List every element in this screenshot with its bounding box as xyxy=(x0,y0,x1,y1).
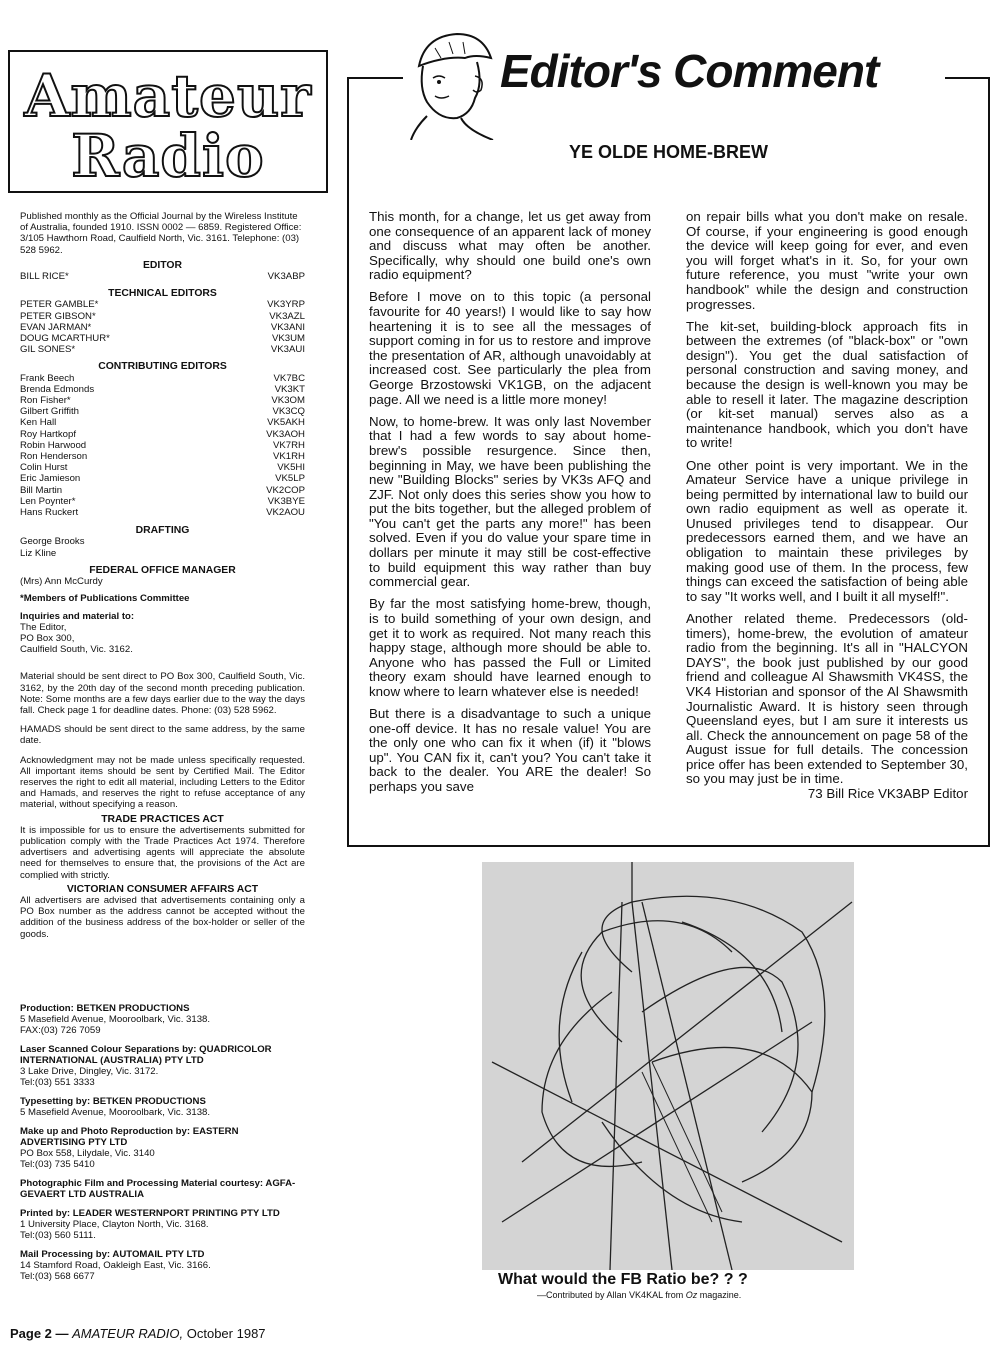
paragraph: By far the most satisfying home-brew, though, is to build something of your own design, and get it to work as required. Not many reach this happy stage, although more should be able to. Anyone who has passed the Full or Limited theory exam should have learned enough to know where to learn whatever else is needed! xyxy=(369,596,651,699)
staff-row xyxy=(20,440,305,451)
staff-name: EVAN JARMAN* xyxy=(20,321,92,333)
photo-caption: What would the FB Ratio be? ? ? xyxy=(498,1271,748,1288)
fom-heading: FEDERAL OFFICE MANAGER xyxy=(89,564,236,576)
staff-callsign: VK3AOH xyxy=(266,428,305,440)
staff-row xyxy=(20,344,305,355)
credit-source: Oz xyxy=(685,1290,698,1300)
credit-title: Typesetting by: BETKEN PRODUCTIONS xyxy=(20,1096,206,1107)
credit-line: Tel:(03) 735 5410 xyxy=(20,1159,95,1170)
credit-suffix: magazine. xyxy=(697,1290,742,1300)
paragraph: One other point is very important. We in the Amateur Service have a unique privilege in being permitted by international law to build our own radio equipment as well as operate it. Unused privileges tend to disappear. Our predecessors earned them, and we have an obligation to maintain these privileges by making good use of them. In the process, few things can exceed the satisfaction of being able to say "It works well, and I built it all myself!". xyxy=(686,457,968,604)
staff-name: Ron Fisher* xyxy=(20,395,71,407)
editor-name: BILL RICE* xyxy=(20,271,69,283)
editor-row xyxy=(20,271,305,282)
paragraph: Before I move on to this topic (a personal favourite for 40 years!) I would like to say how heartening it is to see all the messages of support coming in for us to restore and improve the presentation of AR, although unavoidably at increased cost. See particularly the plea from George Brzostowski VK1GB, on the adjacent page. All we need is a little more money! xyxy=(369,289,651,407)
staff-row xyxy=(20,373,305,384)
drafting-name: George Brooks xyxy=(20,536,85,548)
staff-callsign: VK2COP xyxy=(266,484,305,496)
paragraph: But there is a disadvantage to such a unique one-off device. It has no resale value! You are the only one who can fix it when (if) it "blows up". You CAN fix it, can't you? You can't take it back to the dealer. You ARE the dealer! So perhaps you save xyxy=(369,706,651,794)
staff-name: Bill Martin xyxy=(20,484,63,496)
staff-callsign: VK3KT xyxy=(274,383,305,395)
hamads-note: HAMADS should be sent direct to the same address, by the same date. xyxy=(20,724,305,747)
credit-line: Tel:(03) 560 5111. xyxy=(20,1230,96,1241)
production-credit xyxy=(20,1178,305,1200)
production-credit xyxy=(20,1208,305,1241)
tpa-text: It is impossible for us to ensure the advertisements submitted for publication comply with the Trade Practices Act 1974. Therefore advertisers and advertising agents will appreciate the absolute need for themselves to ensure that, the provisions of the Act are complied with strictly. xyxy=(20,824,305,881)
credit-title: Laser Scanned Colour Separations by: QUADRICOLOR INTERNATIONAL (AUSTRALIA) PTY LTD xyxy=(20,1044,272,1066)
staff-name: Colin Hurst xyxy=(20,462,68,474)
footer-magazine: AMATEUR RADIO, xyxy=(72,1326,184,1341)
production-credit xyxy=(20,1044,305,1088)
inquiries-line: Caulfield South, Vic. 3162. xyxy=(20,644,133,656)
staff-name: DOUG MCARTHUR* xyxy=(20,333,110,345)
staff-name: Frank Beech xyxy=(20,372,75,384)
paragraph: Now, to home-brew. It was only last November that I had a few words to say about home-brew's possible resurgence. Since then, beginning in May, we have been publishing the new "Building Blocks" series by VK3s AFQ and ZJF. Not only does this series show you how to put the bits together, but the alleged problem of "You can't get the parts any more!" has been solved. Even if you do value your spare time in dollars per minute it may still be cost-effective to build equipment this way rather than buy commercial gear. xyxy=(369,413,651,590)
staff-callsign: VK5HI xyxy=(277,462,305,474)
editor-heading: EDITOR xyxy=(142,259,183,271)
inquiries-heading: Inquiries and material to: xyxy=(20,610,135,622)
staff-name: Len Poynter* xyxy=(20,495,76,507)
editor-sketch-image xyxy=(405,28,497,140)
staff-row xyxy=(20,311,305,322)
credit-title: Photographic Film and Processing Material courtesy: AGFA-GEVAERT LTD AUSTRALIA xyxy=(20,1178,296,1200)
box-top-rule-left xyxy=(347,77,403,79)
staff-callsign: VK5AKH xyxy=(267,417,305,429)
staff-name: PETER GIBSON* xyxy=(20,310,96,322)
credit-title: Production: BETKEN PRODUCTIONS xyxy=(20,1003,190,1014)
masthead-logo xyxy=(8,50,328,193)
inquiries-line: The Editor, xyxy=(20,621,67,633)
staff-name: Ken Hall xyxy=(20,417,57,429)
staff-row xyxy=(20,429,305,440)
staff-callsign: VK5LP xyxy=(275,473,305,485)
publisher-intro: Published monthly as the Official Journal by the Wireless Institute of Australia, founded 1910. ISSN 0002 — 6859. Registered Office: 3/105 Hawthorn Road, Caulfield North, Vic. 3161. Telephone: (03) 528 5962. xyxy=(20,211,302,256)
staff-callsign: VK3YRP xyxy=(267,299,305,311)
contributing-heading: CONTRIBUTING EDITORS xyxy=(98,361,227,373)
credit-line: PO Box 558, Lilydale, Vic. 3140 xyxy=(20,1148,155,1159)
page-footer xyxy=(10,1326,266,1341)
paragraph: The kit-set, building-block approach fits in between the extremes (of "black-box" or "own design"). You get the dual satisfaction of personal construction and saving money, and because the design is well-known you may be able to resell it later. The magazine description (or kit-set manual) serves also as a maintenance handbook, which you don't have to write! xyxy=(686,318,968,451)
editorial-subtitle: YE OLDE HOME-BREW xyxy=(568,142,768,162)
staff-name: Roy Hartkopf xyxy=(20,428,76,440)
staff-row xyxy=(20,299,305,310)
staff-callsign: VK3BYE xyxy=(267,495,305,507)
credit-title: Mail Processing by: AUTOMAIL PTY LTD xyxy=(20,1249,205,1260)
production-credit xyxy=(20,1096,305,1118)
editorial-signature: 73 Bill Rice VK3ABP Editor xyxy=(807,786,968,802)
credit-line: 14 Stamford Road, Oakleigh East, Vic. 3166. xyxy=(20,1260,211,1271)
credit-line: 5 Masefield Avenue, Mooroolbark, Vic. 3138. xyxy=(20,1107,211,1118)
staff-callsign: VK3ANI xyxy=(270,321,305,333)
staff-row xyxy=(20,451,305,462)
staff-name: Hans Ruckert xyxy=(20,507,79,519)
credit-title: Printed by: LEADER WESTERNPORT PRINTING PTY LTD xyxy=(20,1208,280,1219)
staff-row xyxy=(20,322,305,333)
paragraph: This month, for a change, let us get away from one consequence of an apparent lack of money and discuss what may often be another. Specifically, why should one build one's own radio equipment? xyxy=(369,209,651,283)
staff-row xyxy=(20,496,305,507)
staff-row xyxy=(20,462,305,473)
editor-call: VK3ABP xyxy=(267,271,305,283)
staff-row xyxy=(20,473,305,484)
production-credit xyxy=(20,1126,305,1170)
staff-name: Gilbert Griffith xyxy=(20,406,80,418)
vca-heading: VICTORIAN CONSUMER AFFAIRS ACT xyxy=(66,883,259,895)
staff-callsign: VK3CQ xyxy=(272,406,305,418)
staff-name: Eric Jamieson xyxy=(20,473,81,485)
drafting-heading: DRAFTING xyxy=(135,525,190,537)
staff-callsign: VK3AZL xyxy=(269,310,305,322)
vca-text: All advertisers are advised that advertisements containing only a PO Box number as the address cannot be accepted without the addition of the business address of the box-holder or seller of the goods. xyxy=(20,894,305,940)
staff-callsign: VK3OM xyxy=(271,395,305,407)
box-top-rule-right xyxy=(945,77,990,79)
staff-callsign: VK1RH xyxy=(273,451,305,463)
technical-heading: TECHNICAL EDITORS xyxy=(108,288,217,300)
masthead-line2: Radio xyxy=(71,122,265,190)
staff-name: PETER GAMBLE* xyxy=(20,299,99,311)
staff-row xyxy=(20,406,305,417)
editorial-column-2 xyxy=(686,210,968,802)
publisher-info xyxy=(20,211,305,948)
staff-name: Brenda Edmonds xyxy=(20,383,95,395)
staff-name: Robin Harwood xyxy=(20,439,87,451)
staff-row xyxy=(20,333,305,344)
antenna-tower-photo xyxy=(482,862,854,1270)
editorial-title: Editor's Comment xyxy=(500,45,879,97)
staff-callsign: VK7BC xyxy=(273,372,305,384)
material-note: Material should be sent direct to PO Box 300, Caulfield South, Vic. 3162, by the 20th day of the second month preceding publication. Note: Some months are a few days earlier due to the way the days fall. Check page 1 for deadline dates. Phone: (03) 528 5962. xyxy=(20,671,305,716)
tpa-heading: TRADE PRACTICES ACT xyxy=(101,813,224,825)
credit-title: Make up and Photo Reproduction by: EASTERN ADVERTISING PTY LTD xyxy=(20,1126,239,1148)
credit-line: 5 Masefield Avenue, Mooroolbark, Vic. 3138. xyxy=(20,1014,211,1025)
photo-credit xyxy=(537,1290,741,1300)
staff-row xyxy=(20,507,305,518)
staff-row xyxy=(20,395,305,406)
footer-date: October 1987 xyxy=(183,1326,266,1341)
production-credit xyxy=(20,1003,305,1036)
staff-name: Ron Henderson xyxy=(20,451,88,463)
inquiries-line: PO Box 300, xyxy=(20,632,75,644)
fom-name: (Mrs) Ann McCurdy xyxy=(20,576,103,588)
masthead-line1: Amateur xyxy=(24,62,312,130)
committee-note: *Members of Publications Committee xyxy=(20,593,190,605)
credit-prefix: —Contributed by Allan VK4KAL from xyxy=(537,1290,686,1300)
staff-callsign: VK2AOU xyxy=(266,507,305,519)
ack-note: Acknowledgment may not be made unless specifically requested. All important items should be sent by Certified Mail. The Editor reserves the right to edit all material, including Letters to the Editor and Hamads, and reserves the right to refuse acceptance of any material, without specifying a reason. xyxy=(20,754,305,811)
paragraph: on repair bills what you don't make on resale. Of course, if your engineering is good enough the device will keep going for ever, and even you will forget what's in it. So, for your own future reference, you must "write your own handbook" while the design and construction progresses. xyxy=(686,209,968,312)
credit-line: 1 University Place, Clayton North, Vic. 3168. xyxy=(20,1219,209,1230)
credit-line: Tel:(03) 568 6677 xyxy=(20,1271,95,1282)
credit-line: Tel:(03) 551 3333 xyxy=(20,1077,95,1088)
credit-line: 3 Lake Drive, Dingley, Vic. 3172. xyxy=(20,1066,159,1077)
editorial-column-1 xyxy=(369,210,651,802)
staff-row xyxy=(20,417,305,428)
staff-callsign: VK7RH xyxy=(273,439,305,451)
drafting-name: Liz Kline xyxy=(20,547,57,559)
paragraph: Another related theme. Predecessors (old-timers), home-brew, the evolution of amateur radio from the beginning. It's all in "HALCYON DAYS", the book just published by our good friend and colleague Al Shawsmith VK4SS, the VK4 Historian and sponsor of the Al Shawsmith Journalistic Award. It is history seen through Queensland eyes, but I am sure it interests us all. Check the announcement on page 58 of the August issue for full details. The concession price offer has been extended to September 30, so you may just be in time. xyxy=(686,610,968,787)
credit-line: FAX:(03) 726 7059 xyxy=(20,1025,101,1036)
staff-callsign: VK3AUI xyxy=(270,344,305,356)
staff-row xyxy=(20,485,305,496)
contributing-editors-list xyxy=(20,373,305,519)
staff-name: GIL SONES* xyxy=(20,344,76,356)
staff-row xyxy=(20,384,305,395)
production-credit xyxy=(20,1249,305,1282)
production-credits xyxy=(20,1003,305,1290)
staff-callsign: VK3UM xyxy=(271,333,305,345)
technical-editors-list xyxy=(20,299,305,355)
footer-page: Page 2 — xyxy=(10,1326,73,1341)
